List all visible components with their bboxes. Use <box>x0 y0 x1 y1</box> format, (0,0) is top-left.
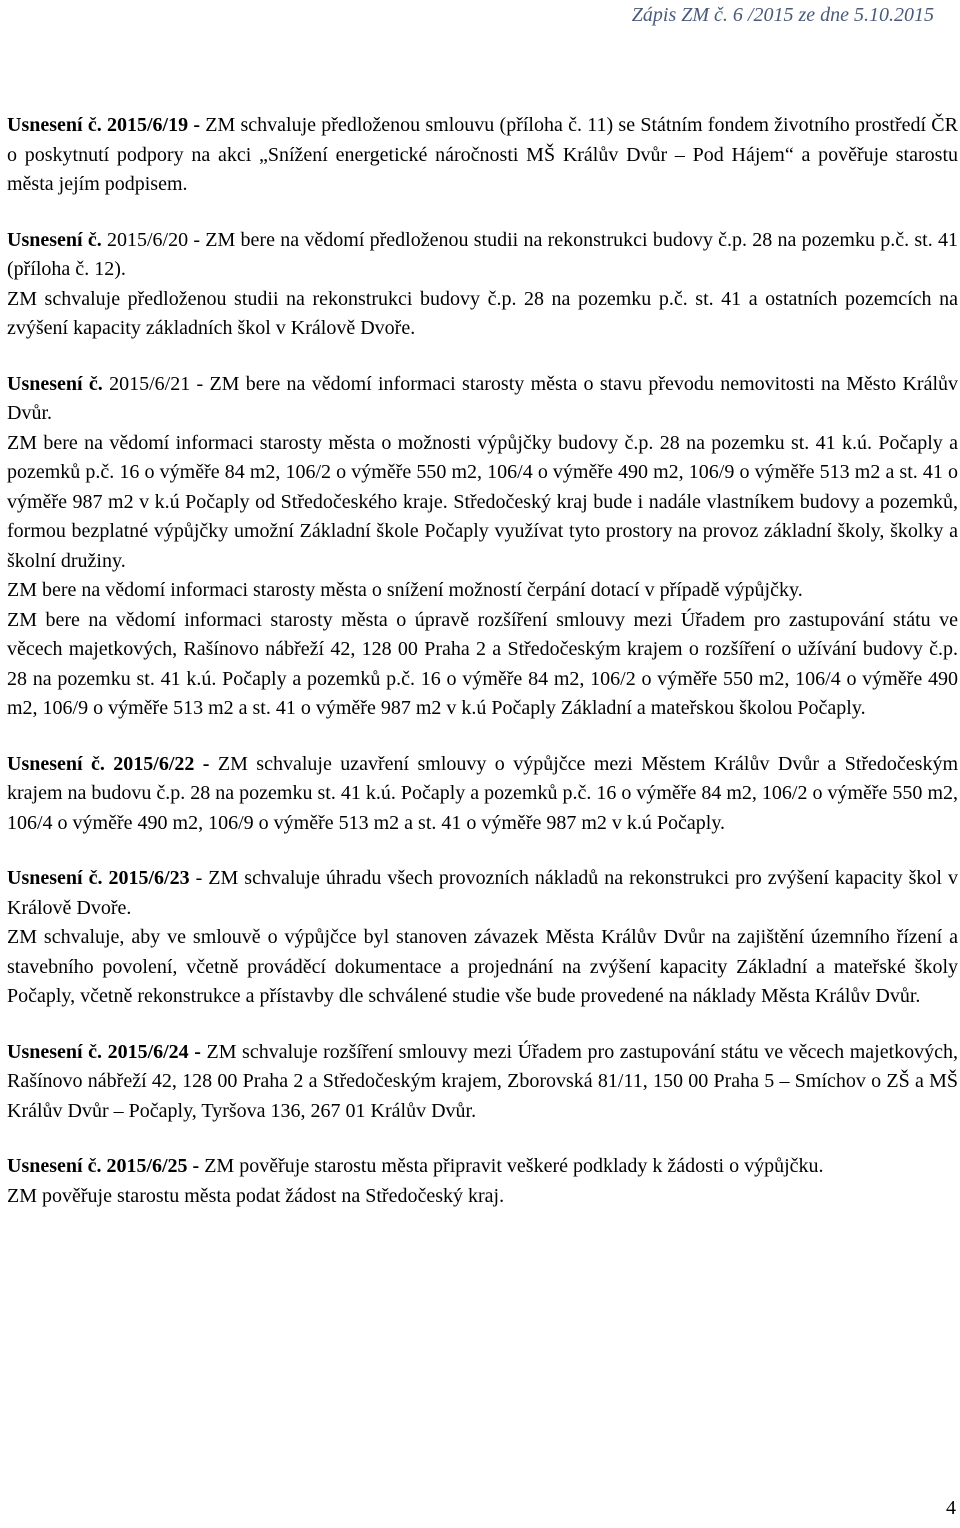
resolution-number: Usnesení č. 2015/6/24 - <box>7 1040 201 1063</box>
resolution-paragraph <box>7 864 958 923</box>
resolution-text: 2015/6/21 - ZM bere na vědomí informaci starosty města o stavu převodu nemovitosti na Město Králův Dvůr. <box>7 372 958 424</box>
resolution-text: ZM bere na vědomí informaci starosty města o možnosti výpůjčky budovy č.p. 28 na pozemku st. 41 k.ú. Počaply a pozemků p.č. 16 o výměře 84 m2, 106/2 o výměře 550 m2, 106/4 o výměře 490 m2, 106/9 o výměře 513 m2 a st. 41 o výměře 987 m2 v k.ú Počaply od Středočeského kraje. Středočeský kraj bude i nadále vlastníkem budovy a pozemků, formou bezplatné výpůjčky umožní Základní škole Počaply využívat tyto prostory na provoz základní školy, školky a školní družiny. <box>7 431 958 572</box>
resolution-text: ZM schvaluje, aby ve smlouvě o výpůjčce byl stanoven závazek Města Králův Dvůr na zajištění územního řízení a stavebního povolení, včetně prováděcí dokumentace a projednání na zvýšení kapacity Základní a mateřské školy Počaply, včetně rekonstrukce a přístavby dle schválené studie vše bude provedené na náklady Města Králův Dvůr. <box>7 926 958 1007</box>
resolution-paragraph <box>7 370 958 429</box>
resolution-paragraph <box>7 226 958 285</box>
resolution-text: ZM schvaluje předloženou smlouvu (příloha č. 11) se Státním fondem životního prostředí ČR o poskytnutí podpory na akci „Snížení energetické náročnosti MŠ Králův Dvůr – Pod Hájem“ a pověřuje starostu města jejím podpisem. <box>7 114 958 195</box>
resolution-text: ZM schvaluje předloženou studii na rekonstrukci budovy č.p. 28 na pozemku p.č. st. 41 a ostatních pozemcích na zvýšení kapacity základních škol v Králově Dvoře. <box>7 287 958 339</box>
resolution-number: Usnesení č. <box>7 228 102 251</box>
resolution-number: Usnesení č. 2015/6/19 - <box>7 114 200 136</box>
resolution-paragraph <box>7 750 958 839</box>
resolution-text: - ZM schvaluje úhradu všech provozních nákladů na rekonstrukci pro zvýšení kapacity škol v Králově Dvoře. <box>7 867 958 919</box>
resolution-paragraph <box>7 923 958 1012</box>
resolution-19 <box>7 111 958 200</box>
resolution-text: ZM schvaluje uzavření smlouvy o výpůjčce mezi Městem Králův Dvůr a Středočeským krajem na budovu č.p. 28 na pozemku st. 41 k.ú. Počaply a pozemků p.č. 16 o výměře 84 m2, 106/2 o výměře 550 m2, 106/4 o výměře 490 m2, 106/9 o výměře 513 m2 a st. 41 o výměře 987 m2 v k.ú Počaply. <box>7 752 959 834</box>
resolutions-content <box>7 111 958 1237</box>
resolution-23 <box>7 864 958 1012</box>
resolution-paragraph <box>7 1038 958 1127</box>
resolution-text: ZM bere na vědomí informaci starosty města o snížení možností čerpání dotací v případě výpůjčky. <box>7 579 803 601</box>
resolution-text: ZM pověřuje starostu města podat žádost na Středočeský kraj. <box>7 1184 505 1207</box>
resolution-25 <box>7 1152 958 1211</box>
resolution-number: Usnesení č. 2015/6/22 - <box>7 752 210 775</box>
resolution-text: 2015/6/20 - ZM bere na vědomí předloženou studii na rekonstrukci budovy č.p. 28 na pozemku p.č. st. 41 (příloha č. 12). <box>7 228 958 280</box>
resolution-paragraph <box>7 576 958 606</box>
resolution-paragraph <box>7 285 958 344</box>
resolution-text: ZM pověřuje starostu města připravit veškeré podklady k žádosti o výpůjčku. <box>199 1155 824 1177</box>
resolution-text: ZM bere na vědomí informaci starosty města o úpravě rozšíření smlouvy mezi Úřadem pro zastupování státu ve věcech majetkových, Rašínovo nábřeží 42, 128 00 Praha 2 a Středočeským krajem o rozšíření o užívání budovy č.p. 28 na pozemku st. 41 k.ú. Počaply a pozemků p.č. 16 o výměře 84 m2, 106/2 o výměře 550 m2, 106/4 o výměře 490 m2, 106/9 o výměře 513 m2 a st. 41 o výměře 987 m2 v k.ú Počaply Základní a mateřskou školou Počaply. <box>7 608 958 719</box>
resolution-text: ZM schvaluje rozšíření smlouvy mezi Úřadem pro zastupování státu ve věcech majetkových, Rašínovo nábřeží 42, 128 00 Praha 2 a Středočeským krajem, Zborovská 81/11, 150 00 Praha 5 – Smíchov o ZŠ a MŠ Králův Dvůr – Počaply, Tyršova 136, 267 01 Králův Dvůr. <box>7 1040 959 1122</box>
resolution-paragraph <box>7 606 958 724</box>
resolution-20 <box>7 226 958 344</box>
resolution-paragraph <box>7 1152 958 1182</box>
page-header: Zápis ZM č. 6 /2015 ze dne 5.10.2015 <box>631 4 934 26</box>
resolution-number: Usnesení č. 2015/6/23 <box>7 867 190 889</box>
page-number: 4 <box>946 1497 956 1519</box>
resolution-number: Usnesení č. 2015/6/25 - <box>7 1155 200 1177</box>
resolution-21 <box>7 370 958 724</box>
resolution-paragraph <box>7 1182 958 1212</box>
resolution-22 <box>7 750 958 839</box>
resolution-number: Usnesení č. <box>7 372 103 395</box>
resolution-24 <box>7 1038 958 1127</box>
resolution-paragraph <box>7 429 958 577</box>
resolution-paragraph <box>7 111 958 200</box>
